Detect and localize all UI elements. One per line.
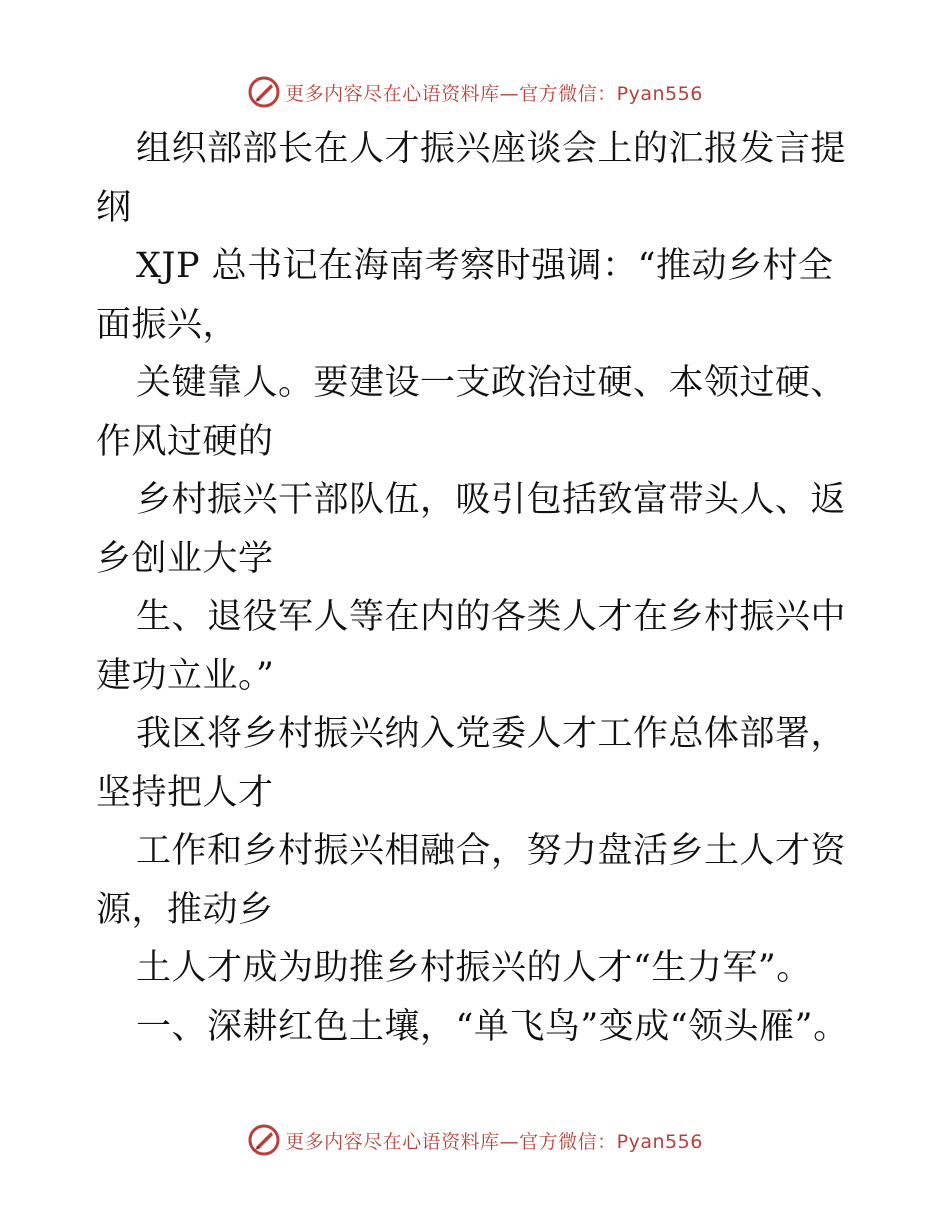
footer-banner-text: 更多内容尽在心语资料库—官方微信：Pyan556: [285, 1130, 703, 1153]
paragraph: 乡村振兴干部队伍，吸引包括致富带头人、返乡创业大学: [96, 480, 847, 579]
paragraph: 工作和乡村振兴相融合，努力盘活乡土人才资源，推动乡: [96, 831, 847, 930]
header-banner: [0, 72, 950, 112]
quill-pen-logo-icon: [247, 1123, 281, 1157]
footer-banner: [0, 1120, 950, 1160]
paragraph: 我区将乡村振兴纳入党委人才工作总体部署，坚持把人才: [96, 714, 847, 813]
paragraph: XJP 总书记在海南考察时强调：“推动乡村全面振兴，: [96, 246, 834, 345]
paragraph: 关键靠人。要建设一支政治过硬、本领过硬、作风过硬的: [96, 363, 847, 462]
document-title: 组织部部长在人才振兴座谈会上的汇报发言提纲: [96, 129, 847, 228]
document-body: [96, 120, 856, 1056]
paragraph: 土人才成为助推乡村振兴的人才“生力军”。: [136, 948, 812, 988]
paragraph: 生、退役军人等在内的各类人才在乡村振兴中建功立业。”: [96, 597, 847, 696]
header-banner-text: 更多内容尽在心语资料库—官方微信：Pyan556: [285, 82, 703, 105]
section-heading: 一、深耕红色土壤，“单飞鸟”变成“领头雁”。: [136, 1006, 849, 1047]
quill-pen-logo-icon: [247, 75, 281, 109]
